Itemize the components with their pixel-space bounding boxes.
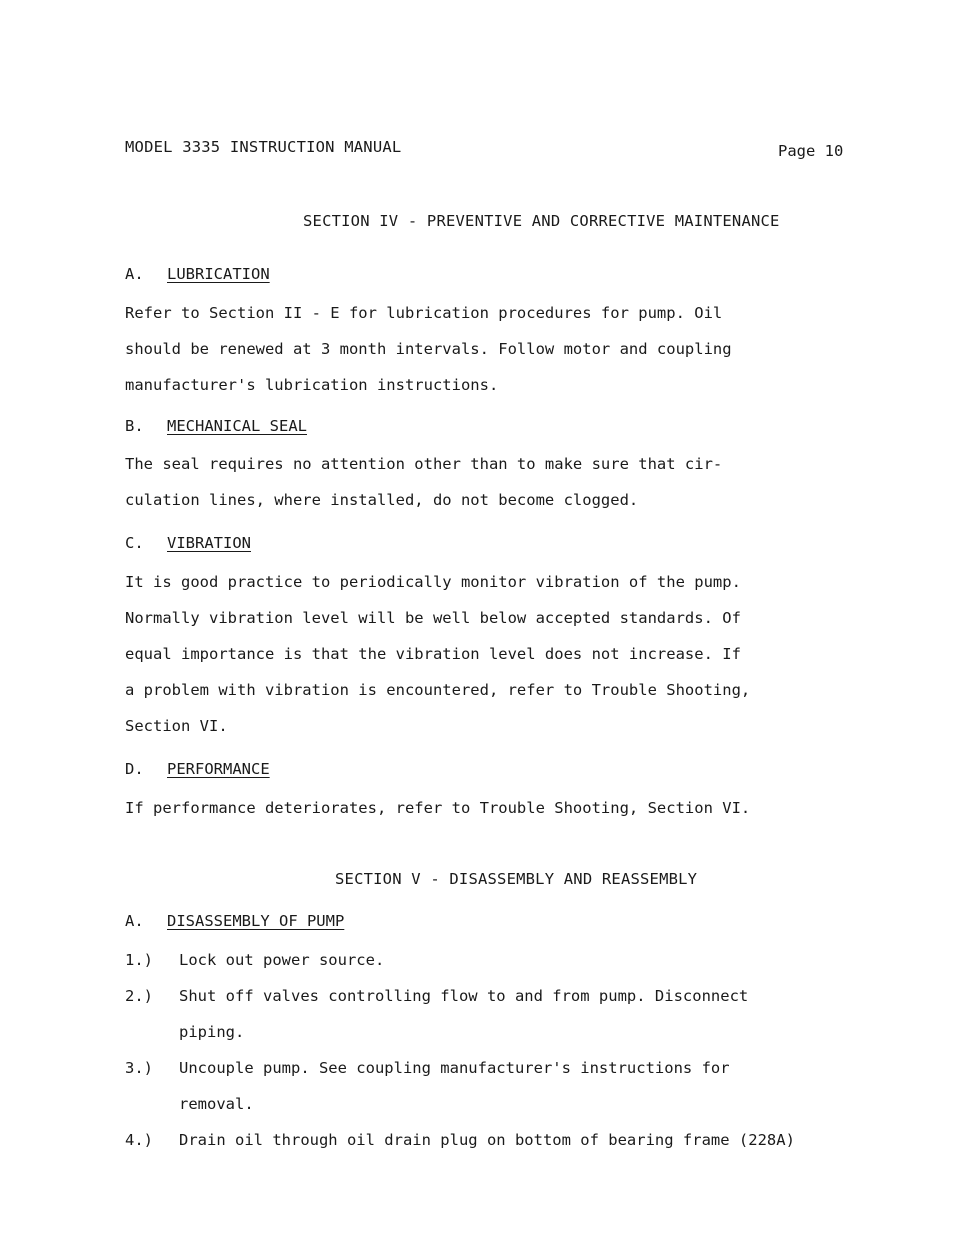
disassembly-heading (125, 912, 344, 930)
step-text-continued: removal. (179, 1095, 254, 1113)
performance-heading (125, 760, 270, 778)
step-text: Drain oil through oil drain plug on bottom of bearing frame (228A) (179, 1131, 795, 1149)
lubrication-heading (125, 265, 270, 283)
paragraph-line: culation lines, where installed, do not become clogged. (125, 491, 639, 509)
step-number: 2.) (125, 987, 153, 1005)
paragraph-line: The seal requires no attention other than to make sure that cir- (125, 455, 723, 473)
paragraph-line: equal importance is that the vibration level does not increase. If (125, 645, 741, 663)
paragraph-line: should be renewed at 3 month intervals. Follow motor and coupling (125, 340, 732, 358)
heading-title: VIBRATION (167, 534, 251, 552)
step-number: 4.) (125, 1131, 153, 1149)
paragraph-line: If performance deteriorates, refer to Trouble Shooting, Section VI. (125, 799, 751, 817)
heading-title: DISASSEMBLY OF PUMP (167, 912, 345, 930)
heading-letter: A. (125, 912, 144, 930)
step-number: 1.) (125, 951, 153, 969)
section-v-title: SECTION V - DISASSEMBLY AND REASSEMBLY (335, 870, 698, 888)
paragraph-line: Section VI. (125, 717, 228, 735)
performance-paragraph (125, 790, 885, 826)
disassembly-step (125, 942, 915, 978)
page-number: Page 10 (778, 142, 844, 160)
mechanical-seal-heading (125, 417, 307, 435)
disassembly-step (125, 1050, 915, 1122)
section-iv-title: SECTION IV - PREVENTIVE AND CORRECTIVE MAINTENANCE (303, 212, 780, 230)
heading-letter: B. (125, 417, 144, 435)
mechanical-seal-paragraph (125, 446, 885, 518)
heading-letter: C. (125, 534, 144, 552)
heading-letter: A. (125, 265, 144, 283)
step-text: Uncouple pump. See coupling manufacturer's instructions for (179, 1059, 730, 1077)
paragraph-line: manufacturer's lubrication instructions. (125, 376, 499, 394)
disassembly-step (125, 978, 915, 1050)
manual-title: MODEL 3335 INSTRUCTION MANUAL (125, 138, 402, 156)
paragraph-line: It is good practice to periodically monitor vibration of the pump. (125, 573, 741, 591)
step-text: Lock out power source. (179, 951, 385, 969)
step-text: Shut off valves controlling flow to and from pump. Disconnect (179, 987, 749, 1005)
heading-title: MECHANICAL SEAL (167, 417, 307, 435)
lubrication-paragraph (125, 295, 885, 403)
paragraph-line: Refer to Section II - E for lubrication procedures for pump. Oil (125, 304, 723, 322)
heading-title: PERFORMANCE (167, 760, 270, 778)
vibration-heading (125, 534, 251, 552)
heading-letter: D. (125, 760, 144, 778)
heading-title: LUBRICATION (167, 265, 270, 283)
step-number: 3.) (125, 1059, 153, 1077)
disassembly-step (125, 1122, 915, 1158)
step-text-continued: piping. (179, 1023, 245, 1041)
paragraph-line: Normally vibration level will be well below accepted standards. Of (125, 609, 741, 627)
vibration-paragraph (125, 564, 885, 744)
paragraph-line: a problem with vibration is encountered, refer to Trouble Shooting, (125, 681, 751, 699)
